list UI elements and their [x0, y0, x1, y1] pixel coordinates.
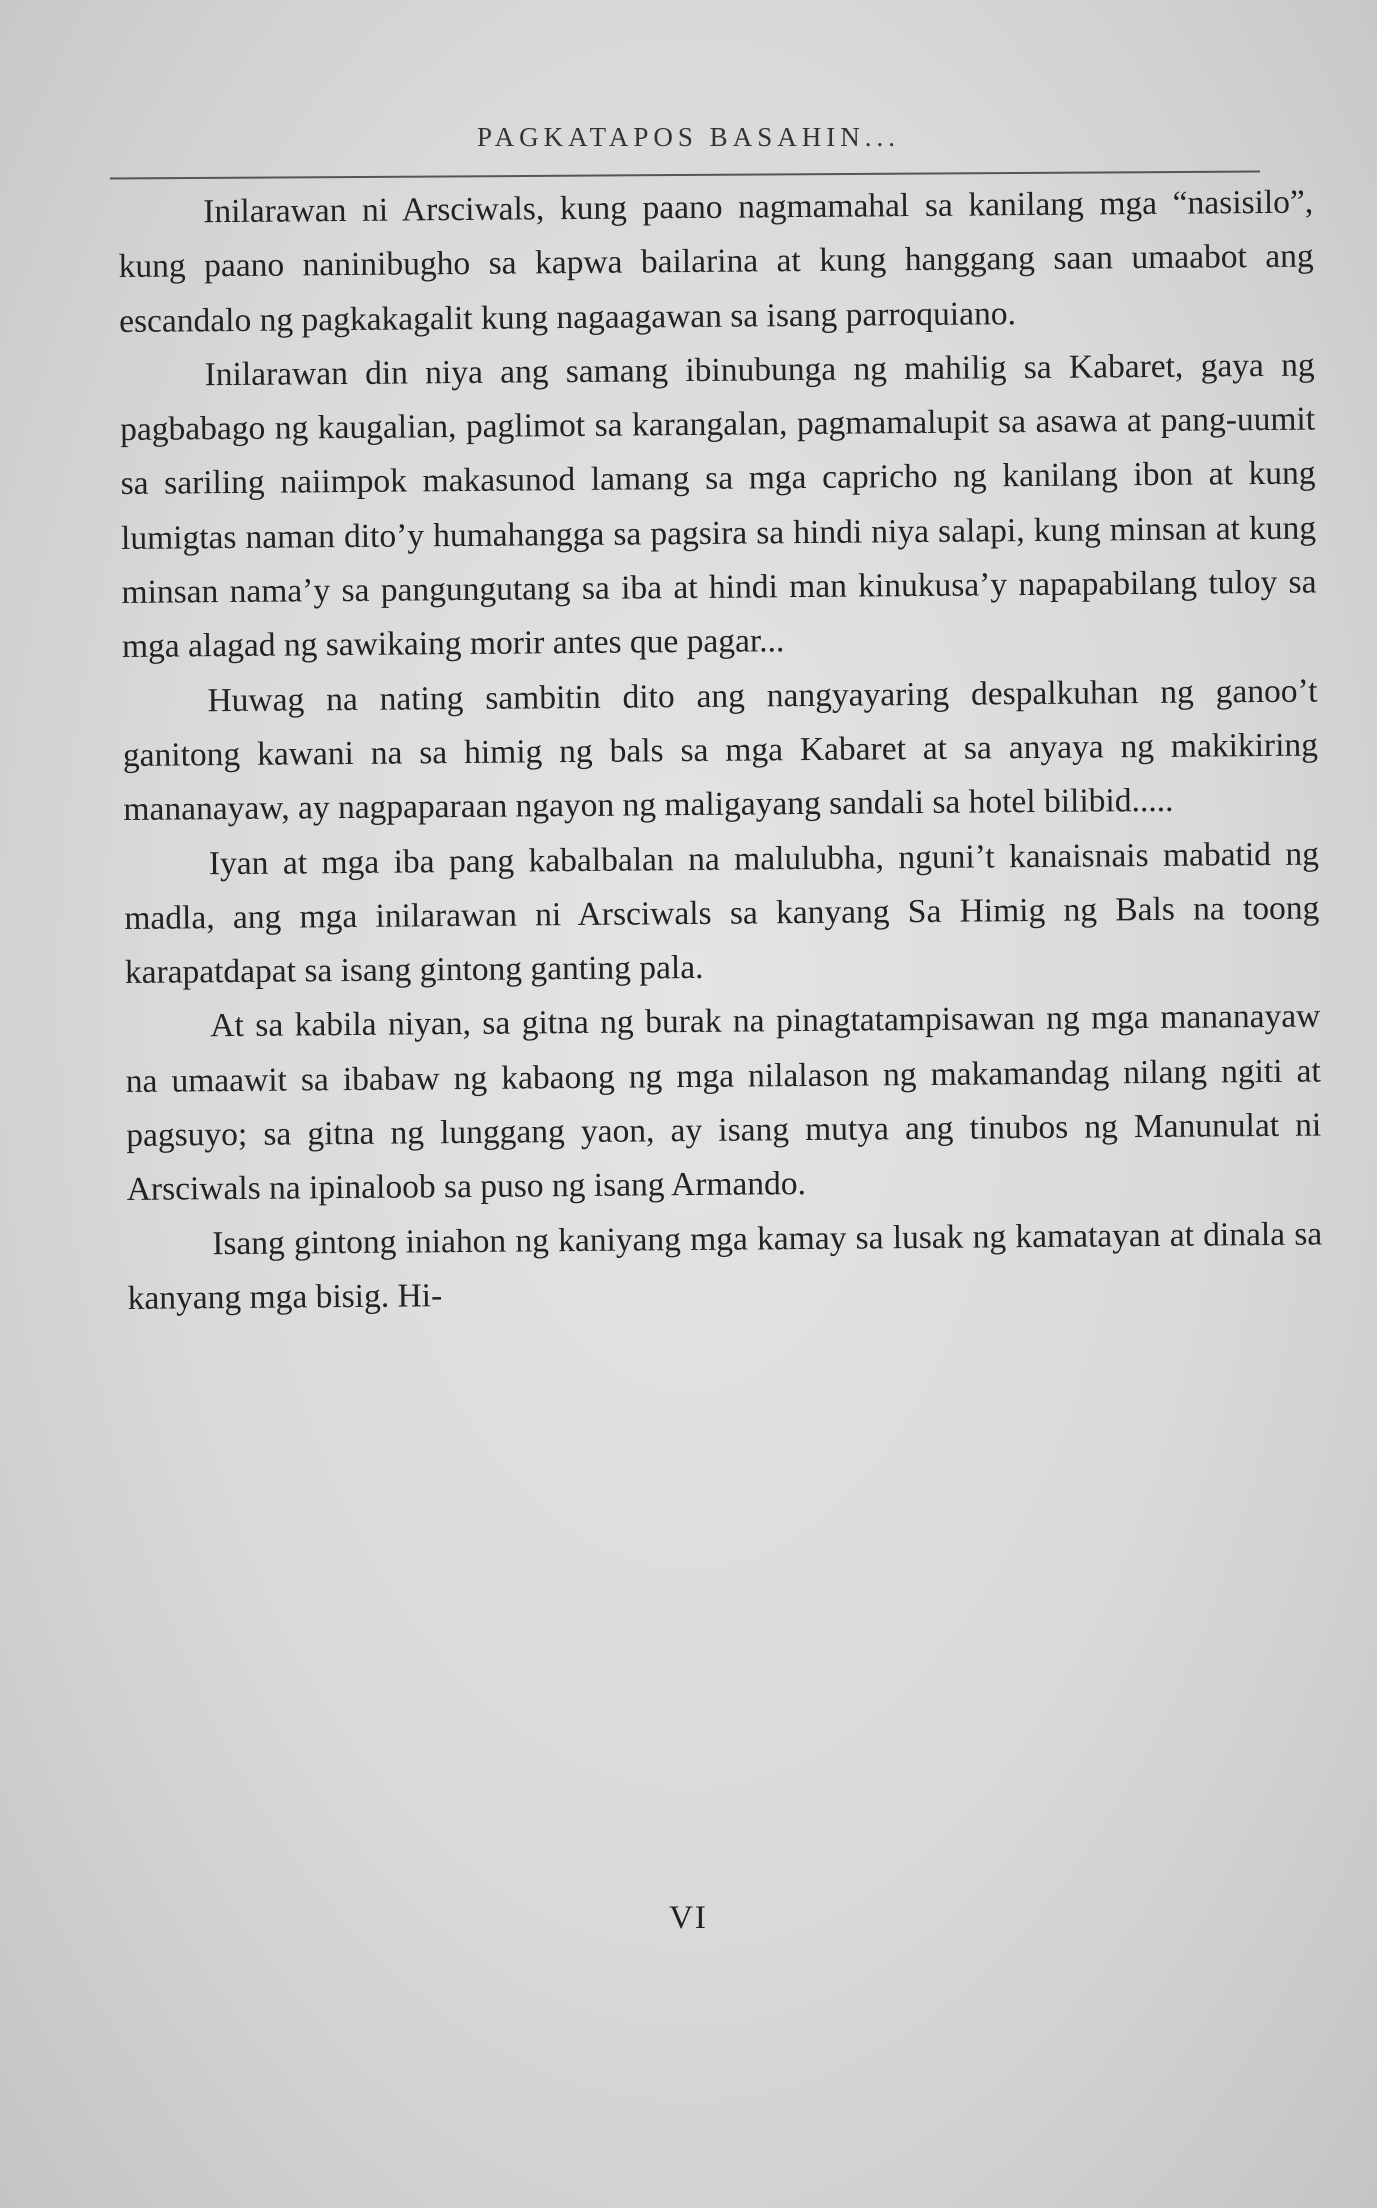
paragraph: Iyan at mga iba pang kabalbalan na malulubha, nguni’t kanaisnais mabatid ng madla, ang mga inilarawan ni Arsciwals sa kanyang Sa Himig ng Bals na toong karapatdapat sa isang gintong ganting pala.	[124, 835, 1320, 992]
paragraph: Huwag na nating sambitin dito ang nangyayaring despalkuhan ng ganoo’t ganitong kawani na sa himig ng bals sa mga Kabaret at sa anyaya ng makikiring mananayaw, ay nagpaparaan ngayon ng maligayang sandali sa hotel bilibid.....	[122, 672, 1319, 829]
paragraph: Inilarawan ni Arsciwals, kung paano nagmamahal sa kanilang mga “nasisilo”, kung paano naninibugho sa kapwa bailarina at kung hanggang saan umaabot ang escandalo ng pagkakagalit kung nagaagawan sa isang parroquiano.	[118, 183, 1314, 340]
page-number: VI	[669, 1900, 708, 1936]
paragraph: Inilarawan din niya ang samang ibinubunga ng mahilig sa Kabaret, gaya ng pagbabago ng kaugalian, paglimot sa karangalan, pagmamalupit sa asawa at pang-uumit sa sariling naiimpok makasunod lamang sa mga capricho ng kanilang ibon at kung lumigtas naman dito’y humahangga sa pagsira sa hindi niya salapi, kung minsan at kung minsan nama’y sa pangungutang sa iba at hindi man kinukusa’y napapabilang tuloy sa mga alagad ng sawikaing morir antes que pagar...	[119, 346, 1317, 666]
body-text	[118, 176, 1323, 1327]
paragraph: At sa kabila niyan, sa gitna ng burak na pinagtatampisawan ng mga mananayaw na umaawit sa ibabaw ng kabaong ng mga nilalason ng makamandag nilang ngiti at pagsuyo; sa gitna ng lunggang yaon, ay isang mutya ang tinubos ng Manunulat ni Arsciwals na ipinaloob sa puso ng isang Armando.	[125, 997, 1322, 1209]
paragraph: Isang gintong iniahon ng kaniyang mga kamay sa lusak ng kamatayan at dinala sa kanyang mga bisig. Hi-	[127, 1215, 1323, 1317]
running-head: PAGKATAPOS BASAHIN...	[477, 122, 900, 152]
